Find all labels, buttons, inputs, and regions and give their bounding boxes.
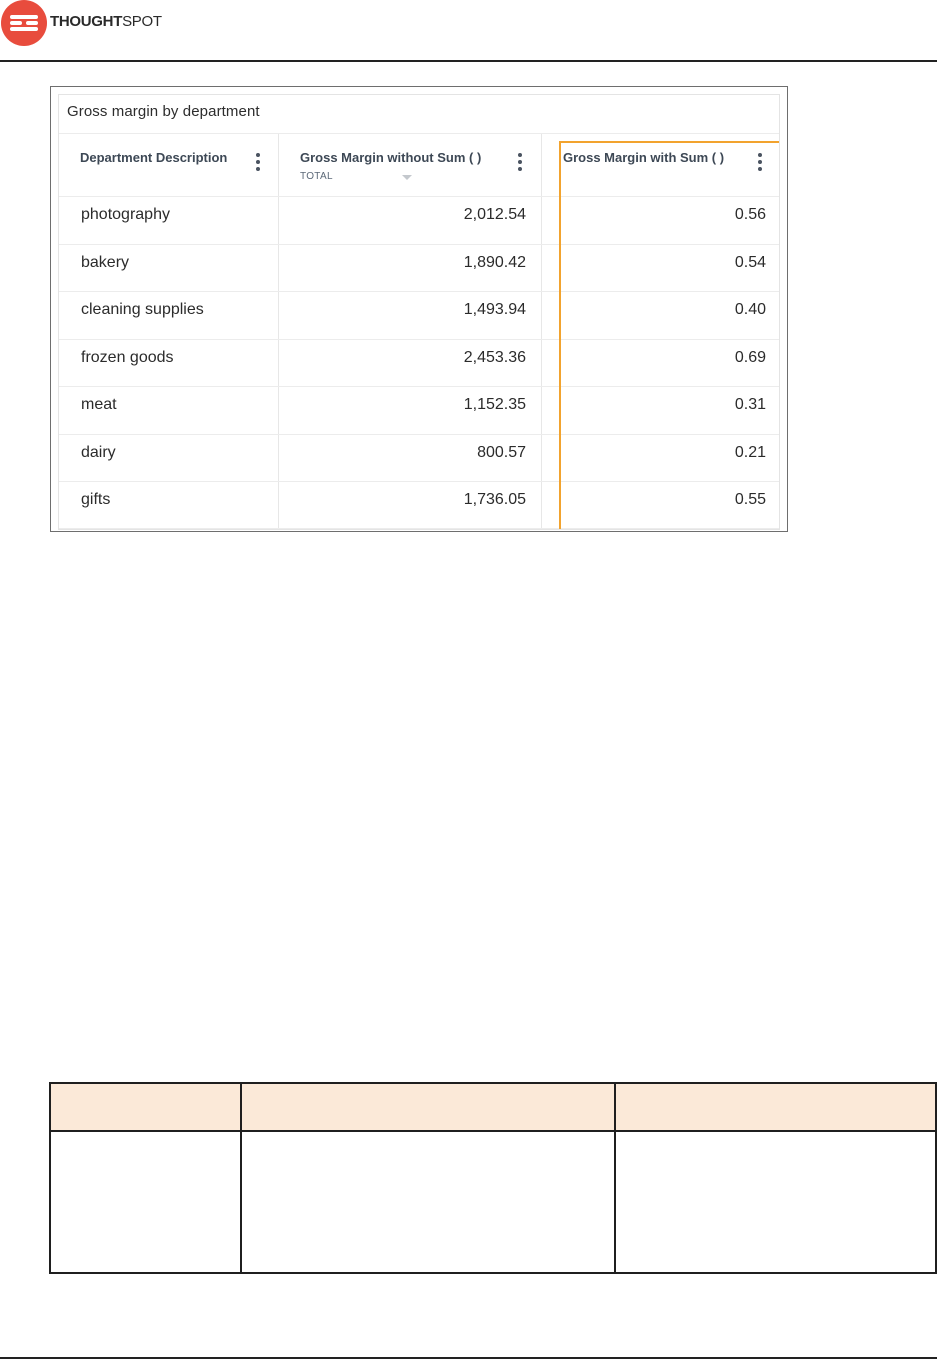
reference-table	[49, 1082, 937, 1274]
cell-department: dairy	[81, 444, 116, 461]
aggregation-dropdown-icon[interactable]	[402, 175, 412, 180]
table-column-divider	[614, 1084, 616, 1272]
cell-without-sum: 1,152.35	[463, 396, 526, 413]
row-divider	[59, 386, 780, 387]
row-divider	[59, 339, 780, 340]
table-column-divider	[240, 1084, 242, 1272]
header-divider	[59, 196, 780, 197]
row-divider	[59, 244, 780, 245]
thoughtspot-logo-icon	[1, 0, 47, 46]
footer-divider	[0, 1357, 937, 1359]
row-divider	[59, 434, 780, 435]
cell-department: frozen goods	[81, 349, 174, 366]
aggregation-label[interactable]: TOTAL	[300, 171, 333, 182]
cell-with-sum: 0.31	[734, 396, 766, 413]
cell-without-sum: 2,453.36	[463, 349, 526, 366]
cell-department: meat	[81, 396, 117, 413]
brand-wordmark: THOUGHTSPOT	[50, 13, 162, 30]
row-divider	[59, 481, 780, 482]
viz-title: Gross margin by department	[67, 103, 260, 120]
cell-without-sum: 1,890.42	[463, 254, 526, 271]
cell-with-sum: 0.21	[734, 444, 766, 461]
cell-department: photography	[81, 206, 170, 223]
answer-card	[50, 86, 788, 532]
cell-department: cleaning supplies	[81, 301, 204, 318]
cell-without-sum: 1,736.05	[463, 491, 526, 508]
column-menu-icon[interactable]	[253, 153, 263, 177]
header-divider	[0, 60, 937, 62]
column-header-without-sum[interactable]: Gross Margin without Sum ( )	[300, 150, 482, 165]
cell-department: gifts	[81, 491, 111, 508]
cell-with-sum: 0.40	[734, 301, 766, 318]
cell-with-sum: 0.54	[734, 254, 766, 271]
column-divider	[278, 133, 279, 530]
row-divider	[59, 528, 780, 529]
page-header	[0, 0, 937, 60]
cell-with-sum: 0.69	[734, 349, 766, 366]
column-divider	[541, 133, 542, 530]
column-menu-icon[interactable]	[515, 153, 525, 177]
row-divider	[59, 291, 780, 292]
cell-with-sum: 0.56	[734, 206, 766, 223]
table-viz	[58, 94, 780, 530]
column-header-department[interactable]: Department Description	[80, 150, 228, 165]
table-header-row	[51, 1084, 935, 1130]
cell-department: bakery	[81, 254, 130, 271]
column-highlight-box	[559, 141, 780, 530]
cell-without-sum: 800.57	[477, 444, 526, 461]
title-divider	[59, 133, 780, 134]
cell-without-sum: 2,012.54	[463, 206, 526, 223]
column-header-with-sum[interactable]: Gross Margin with Sum ( )	[563, 150, 725, 165]
column-menu-icon[interactable]	[755, 153, 765, 177]
table-header-divider	[51, 1130, 935, 1132]
cell-with-sum: 0.55	[734, 491, 766, 508]
cell-without-sum: 1,493.94	[463, 301, 526, 318]
